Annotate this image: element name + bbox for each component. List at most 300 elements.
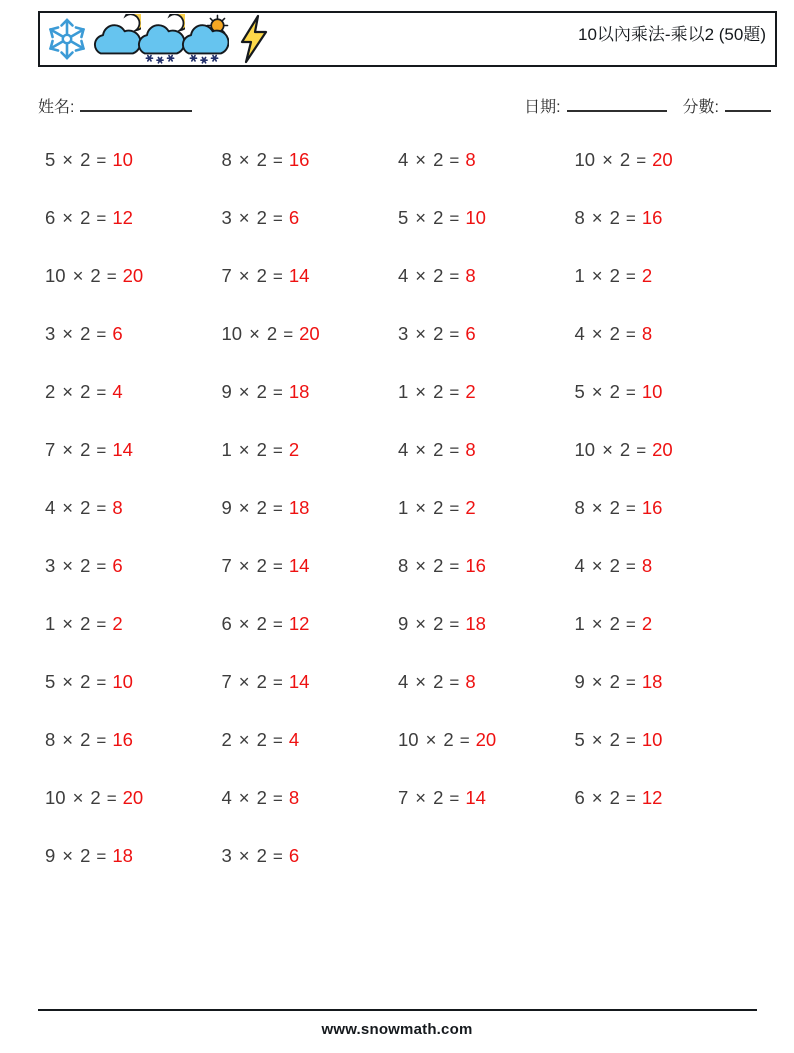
multiplier: 2	[609, 265, 620, 286]
answer: 2	[465, 381, 476, 402]
multiplier: 2	[256, 207, 267, 228]
answer: 8	[112, 497, 123, 518]
multiplicand: 8	[45, 729, 56, 750]
multiplier: 2	[609, 787, 620, 808]
problem-43	[398, 729, 575, 751]
times-sign: ×	[238, 729, 250, 750]
equals-sign: =	[449, 499, 460, 518]
equals-sign: =	[449, 789, 460, 808]
multiplier: 2	[80, 613, 91, 634]
times-sign: ×	[62, 671, 74, 692]
problem-24	[575, 439, 752, 461]
multiplicand: 5	[45, 149, 56, 170]
answer: 8	[641, 555, 653, 576]
multiplicand: 8	[398, 555, 409, 576]
multiplicand: 4	[574, 323, 585, 344]
problem-13	[45, 323, 222, 345]
multiplicand: 6	[574, 787, 585, 808]
multiplicand: 7	[221, 265, 232, 286]
problem-26	[222, 497, 399, 519]
problem-29	[45, 555, 222, 577]
answer: 18	[288, 497, 310, 518]
problem-35	[398, 613, 575, 635]
answer: 4	[112, 381, 123, 402]
multiplier: 2	[609, 555, 620, 576]
times-sign: ×	[415, 671, 427, 692]
cloud-moon-snow-icon	[135, 14, 185, 64]
problem-39	[398, 671, 575, 693]
equals-sign: =	[636, 151, 647, 170]
times-sign: ×	[238, 497, 250, 518]
times-sign: ×	[238, 671, 250, 692]
multiplier: 2	[433, 265, 444, 286]
answer: 14	[465, 787, 486, 808]
equals-sign: =	[625, 267, 636, 286]
equals-sign: =	[272, 499, 283, 518]
equals-sign: =	[96, 557, 107, 576]
problem-11	[398, 265, 575, 287]
equals-sign: =	[636, 441, 647, 460]
answer: 16	[112, 729, 133, 750]
equals-sign: =	[106, 789, 117, 808]
times-sign: ×	[415, 497, 427, 518]
multiplicand: 7	[45, 439, 56, 460]
equals-sign: =	[625, 673, 636, 692]
multiplicand: 7	[221, 555, 232, 576]
answer: 2	[112, 613, 123, 634]
multiplicand: 3	[45, 323, 56, 344]
answer: 16	[465, 555, 486, 576]
answer: 18	[112, 845, 133, 866]
multiplier: 2	[256, 381, 267, 402]
times-sign: ×	[62, 439, 74, 460]
multiplicand: 3	[221, 207, 232, 228]
problem-44	[575, 729, 752, 751]
equals-sign: =	[625, 557, 636, 576]
multiplicand: 4	[398, 439, 409, 460]
equals-sign: =	[272, 441, 283, 460]
times-sign: ×	[72, 787, 84, 808]
times-sign: ×	[249, 323, 260, 344]
multiplier: 2	[433, 381, 444, 402]
multiplicand: 6	[45, 207, 56, 228]
times-sign: ×	[62, 323, 74, 344]
answer: 8	[465, 265, 476, 286]
multiplicand: 10	[398, 729, 419, 750]
multiplicand: 8	[574, 497, 585, 518]
multiplicand: 7	[221, 671, 232, 692]
answer: 6	[288, 845, 300, 866]
equals-sign: =	[96, 673, 107, 692]
equals-sign: =	[96, 383, 107, 402]
multiplier: 2	[256, 787, 267, 808]
times-sign: ×	[602, 149, 613, 170]
times-sign: ×	[62, 497, 74, 518]
multiplier: 2	[80, 323, 91, 344]
cloud-sun-snow-icon	[179, 14, 229, 64]
cloud-moon-icon	[91, 14, 141, 64]
equals-sign: =	[449, 557, 460, 576]
multiplicand: 4	[574, 555, 585, 576]
problem-32	[575, 555, 752, 577]
times-sign: ×	[62, 207, 74, 228]
multiplier: 2	[256, 149, 267, 170]
times-sign: ×	[591, 323, 603, 344]
multiplier: 2	[80, 381, 91, 402]
equals-sign: =	[272, 789, 283, 808]
multiplier: 2	[90, 265, 101, 286]
multiplicand: 2	[221, 729, 232, 750]
multiplier: 2	[80, 729, 91, 750]
multiplicand: 9	[221, 497, 232, 518]
multiplier: 2	[266, 323, 278, 344]
name-input-line[interactable]	[80, 97, 192, 112]
times-sign: ×	[415, 613, 427, 634]
multiplicand: 4	[398, 149, 409, 170]
problem-23	[398, 439, 575, 461]
multiplicand: 5	[574, 729, 585, 750]
answer: 20	[652, 439, 673, 460]
multiplicand: 10	[574, 439, 596, 460]
equals-sign: =	[272, 673, 283, 692]
answer: 12	[112, 207, 133, 228]
problem-15	[398, 323, 575, 345]
equals-sign: =	[96, 847, 107, 866]
problem-19	[398, 381, 575, 403]
problem-7	[398, 207, 575, 229]
multiplicand: 5	[45, 671, 56, 692]
multiplier: 2	[256, 613, 267, 634]
equals-sign: =	[96, 325, 107, 344]
multiplier: 2	[256, 671, 267, 692]
multiplier: 2	[609, 729, 620, 750]
answer: 14	[288, 555, 310, 576]
problem-12	[575, 265, 752, 287]
times-sign: ×	[591, 381, 603, 402]
times-sign: ×	[591, 729, 603, 750]
problem-42	[222, 729, 399, 751]
equals-sign: =	[625, 789, 636, 808]
problem-25	[45, 497, 222, 519]
problem-34	[222, 613, 399, 635]
times-sign: ×	[62, 555, 74, 576]
times-sign: ×	[238, 207, 250, 228]
answer: 8	[465, 671, 476, 692]
equals-sign: =	[96, 499, 107, 518]
answer: 6	[465, 323, 476, 344]
equals-sign: =	[96, 151, 107, 170]
problem-14	[222, 323, 399, 345]
problem-1	[45, 149, 222, 171]
snowflake-icon	[43, 15, 91, 63]
multiplicand: 2	[45, 381, 56, 402]
answer: 20	[299, 323, 320, 344]
equals-sign: =	[106, 267, 117, 286]
answer: 2	[465, 497, 476, 518]
date-input-line[interactable]	[567, 97, 667, 112]
times-sign: ×	[238, 149, 250, 170]
multiplicand: 1	[574, 265, 585, 286]
multiplier: 2	[609, 207, 620, 228]
multiplier: 2	[256, 265, 267, 286]
equals-sign: =	[449, 151, 460, 170]
multiplier: 2	[256, 497, 267, 518]
multiplier: 2	[609, 671, 620, 692]
times-sign: ×	[62, 613, 74, 634]
multiplier: 2	[433, 671, 444, 692]
multiplicand: 9	[45, 845, 56, 866]
multiplicand: 10	[45, 265, 66, 286]
equals-sign: =	[272, 557, 283, 576]
multiplicand: 1	[574, 613, 585, 634]
equals-sign: =	[625, 615, 636, 634]
equals-sign: =	[449, 383, 460, 402]
equals-sign: =	[449, 267, 460, 286]
problem-4	[575, 149, 752, 171]
answer: 16	[288, 149, 310, 170]
multiplier: 2	[433, 149, 444, 170]
problem-17	[45, 381, 222, 403]
times-sign: ×	[415, 207, 427, 228]
answer: 12	[641, 787, 663, 808]
equals-sign: =	[459, 731, 470, 750]
answer: 16	[641, 207, 663, 228]
times-sign: ×	[602, 439, 613, 460]
times-sign: ×	[238, 439, 250, 460]
times-sign: ×	[72, 265, 84, 286]
date-score-fields	[524, 94, 771, 117]
problem-31	[398, 555, 575, 577]
equals-sign: =	[625, 731, 636, 750]
multiplicand: 4	[398, 671, 409, 692]
times-sign: ×	[62, 381, 74, 402]
multiplicand: 4	[221, 787, 232, 808]
footer-url: www.snowmath.com	[321, 1021, 473, 1038]
multiplicand: 5	[398, 207, 409, 228]
equals-sign: =	[272, 615, 283, 634]
multiplicand: 9	[398, 613, 409, 634]
answer: 20	[652, 149, 673, 170]
answer: 18	[288, 381, 310, 402]
answer: 20	[122, 265, 144, 286]
answer: 10	[465, 207, 486, 228]
answer: 8	[641, 323, 653, 344]
equals-sign: =	[625, 383, 636, 402]
answer: 10	[112, 671, 133, 692]
equals-sign: =	[272, 267, 283, 286]
multiplier: 2	[433, 207, 444, 228]
times-sign: ×	[415, 787, 427, 808]
problem-30	[222, 555, 399, 577]
lightning-icon	[235, 14, 271, 64]
answer: 16	[641, 497, 663, 518]
multiplicand: 8	[574, 207, 585, 228]
times-sign: ×	[238, 381, 250, 402]
multiplier: 2	[80, 671, 91, 692]
problem-3	[398, 149, 575, 171]
equals-sign: =	[272, 209, 283, 228]
answer: 14	[288, 265, 310, 286]
multiplicand: 10	[45, 787, 66, 808]
header-box	[38, 11, 777, 67]
multiplicand: 6	[221, 613, 232, 634]
equals-sign: =	[449, 615, 460, 634]
answer: 10	[112, 149, 133, 170]
problem-20	[575, 381, 752, 403]
times-sign: ×	[238, 845, 250, 866]
multiplier: 2	[80, 497, 91, 518]
multiplicand: 3	[221, 845, 232, 866]
equals-sign: =	[449, 209, 460, 228]
multiplier: 2	[433, 613, 444, 634]
multiplicand: 10	[221, 323, 243, 344]
multiplier: 2	[80, 439, 91, 460]
answer: 2	[641, 613, 653, 634]
problem-36	[575, 613, 752, 635]
multiplier: 2	[443, 729, 454, 750]
multiplicand: 1	[221, 439, 232, 460]
multiplier: 2	[609, 497, 620, 518]
answer: 10	[641, 381, 663, 402]
times-sign: ×	[62, 149, 74, 170]
name-field	[38, 94, 192, 117]
multiplier: 2	[619, 149, 631, 170]
equals-sign: =	[272, 383, 283, 402]
problem-22	[222, 439, 399, 461]
multiplicand: 5	[574, 381, 585, 402]
answer: 6	[112, 323, 123, 344]
equals-sign: =	[96, 209, 107, 228]
answer: 8	[465, 149, 476, 170]
answer: 10	[641, 729, 663, 750]
answer: 8	[465, 439, 476, 460]
answer: 2	[641, 265, 653, 286]
answer: 18	[641, 671, 663, 692]
weather-icons	[43, 13, 271, 65]
times-sign: ×	[415, 323, 427, 344]
times-sign: ×	[238, 787, 250, 808]
multiplicand: 4	[45, 497, 56, 518]
answer: 2	[288, 439, 300, 460]
times-sign: ×	[238, 265, 250, 286]
multiplier: 2	[433, 787, 444, 808]
multiplier: 2	[619, 439, 631, 460]
score-input-line[interactable]	[725, 97, 771, 112]
date-label: 日期:	[524, 99, 561, 116]
problem-50	[222, 845, 399, 867]
answer: 12	[288, 613, 310, 634]
equals-sign: =	[625, 209, 636, 228]
multiplier: 2	[256, 845, 267, 866]
equals-sign: =	[283, 325, 294, 344]
equals-sign: =	[272, 151, 283, 170]
times-sign: ×	[591, 265, 603, 286]
problem-41	[45, 729, 222, 751]
multiplier: 2	[433, 555, 444, 576]
problem-16	[575, 323, 752, 345]
multiplier: 2	[256, 555, 267, 576]
multiplicand: 10	[574, 149, 596, 170]
problem-40	[575, 671, 752, 693]
equals-sign: =	[625, 499, 636, 518]
problem-46	[222, 787, 399, 809]
problem-47	[398, 787, 575, 809]
multiplier: 2	[609, 323, 620, 344]
problem-28	[575, 497, 752, 519]
multiplier: 2	[433, 439, 444, 460]
problem-49	[45, 845, 222, 867]
problems-grid	[45, 131, 751, 885]
answer: 6	[112, 555, 123, 576]
problem-8	[575, 207, 752, 229]
problem-9	[45, 265, 222, 287]
equals-sign: =	[272, 847, 283, 866]
equals-sign: =	[625, 325, 636, 344]
multiplicand: 1	[398, 497, 409, 518]
multiplier: 2	[80, 555, 91, 576]
problem-2	[222, 149, 399, 171]
times-sign: ×	[62, 845, 74, 866]
multiplier: 2	[433, 497, 444, 518]
answer: 4	[288, 729, 300, 750]
times-sign: ×	[415, 381, 427, 402]
answer: 20	[122, 787, 144, 808]
answer: 20	[475, 729, 497, 750]
times-sign: ×	[415, 439, 427, 460]
answer: 14	[112, 439, 133, 460]
times-sign: ×	[591, 613, 603, 634]
problem-37	[45, 671, 222, 693]
times-sign: ×	[415, 265, 427, 286]
answer: 8	[288, 787, 300, 808]
multiplier: 2	[433, 323, 444, 344]
problem-48	[575, 787, 752, 809]
multiplier: 2	[80, 207, 91, 228]
answer: 14	[288, 671, 310, 692]
times-sign: ×	[62, 729, 74, 750]
multiplier: 2	[90, 787, 101, 808]
problem-45	[45, 787, 222, 809]
times-sign: ×	[591, 787, 603, 808]
times-sign: ×	[591, 497, 603, 518]
multiplicand: 7	[398, 787, 409, 808]
equals-sign: =	[449, 441, 460, 460]
times-sign: ×	[591, 671, 603, 692]
equals-sign: =	[449, 325, 460, 344]
name-label: 姓名:	[38, 99, 75, 116]
problem-6	[222, 207, 399, 229]
problem-33	[45, 613, 222, 635]
problem-27	[398, 497, 575, 519]
times-sign: ×	[425, 729, 437, 750]
multiplicand: 9	[574, 671, 585, 692]
multiplier: 2	[609, 613, 620, 634]
multiplier: 2	[256, 729, 267, 750]
info-row	[38, 94, 771, 117]
multiplier: 2	[80, 149, 91, 170]
answer: 6	[288, 207, 300, 228]
times-sign: ×	[415, 555, 427, 576]
multiplier: 2	[256, 439, 267, 460]
score-label: 分數:	[682, 99, 719, 116]
equals-sign: =	[272, 731, 283, 750]
multiplicand: 8	[221, 149, 232, 170]
multiplicand: 9	[221, 381, 232, 402]
worksheet-title: 10以內乘法-乘以2 (50題)	[578, 25, 766, 44]
answer: 18	[465, 613, 486, 634]
footer-divider	[38, 1009, 757, 1011]
times-sign: ×	[591, 555, 603, 576]
